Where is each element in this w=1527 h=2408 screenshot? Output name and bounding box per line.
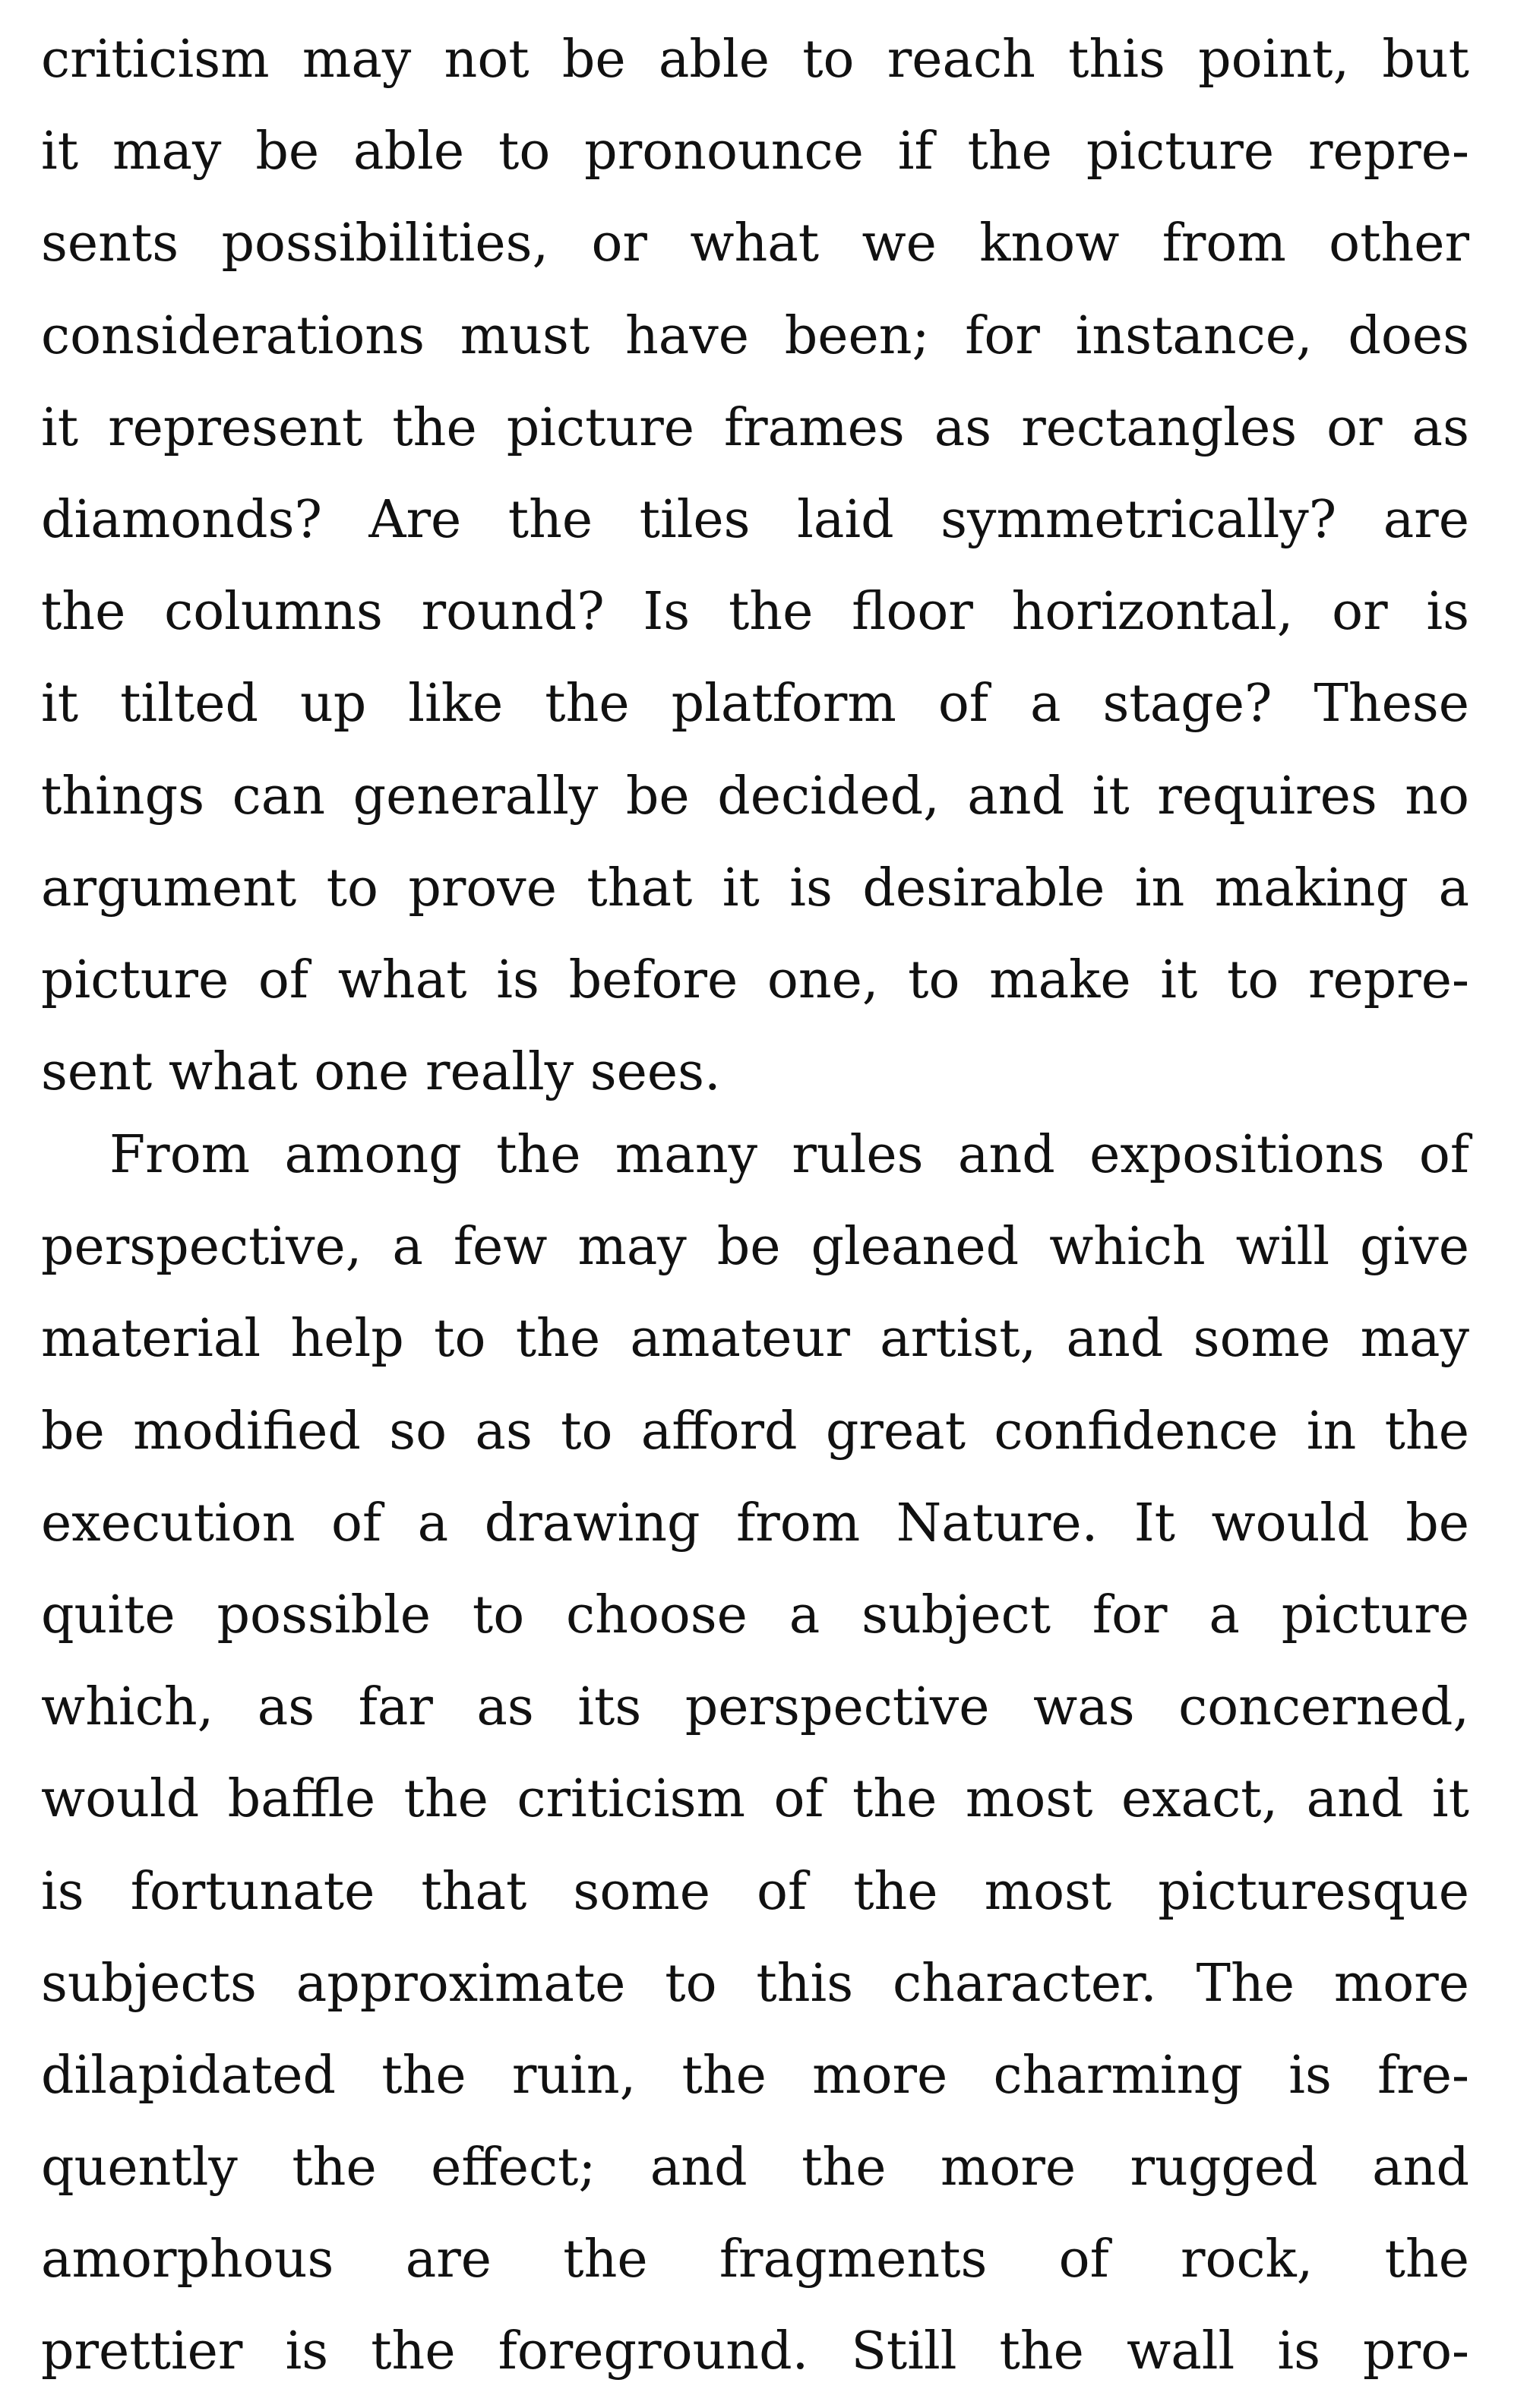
text-line: it represent the picture frames as rectangles or as xyxy=(41,397,1469,458)
text-line: it may be able to pronounce if the picture repre- xyxy=(41,122,1469,182)
text-line: would baffle the criticism of the most exact, and it xyxy=(41,1769,1469,1830)
text-line: criticism may not be able to reach this point, but xyxy=(41,30,1469,90)
text-line: execution of a drawing from Nature. It would be xyxy=(41,1493,1469,1553)
text-line: things can generally be decided, and it requires no xyxy=(41,766,1469,826)
text-line: prettier is the foreground. Still the wall is pro- xyxy=(41,2321,1469,2382)
text-line: diamonds? Are the tiles laid symmetrically? are xyxy=(41,489,1469,550)
text-line: amorphous are the fragments of rock, the xyxy=(41,2229,1469,2290)
text-line: dilapidated the ruin, the more charming is fre- xyxy=(41,2045,1469,2106)
text-line: be modified so as to afford great confidence in the xyxy=(41,1401,1469,1462)
text-line: material help to the amateur artist, and some may xyxy=(41,1309,1469,1370)
text-line: considerations must have been; for instance, does xyxy=(41,305,1469,366)
text-line: picture of what is before one, to make it to repre- xyxy=(41,950,1469,1010)
text-line: it tilted up like the platform of a stage? These xyxy=(41,674,1469,735)
text-line: From among the many rules and expositions of xyxy=(109,1125,1469,1185)
text-line: subjects approximate to this character. The more xyxy=(41,1953,1469,2014)
text-line: quently the effect; and the more rugged and xyxy=(41,2138,1469,2198)
text-line: argument to prove that it is desirable in making a xyxy=(41,858,1469,918)
text-line: sents possibilities, or what we know from other xyxy=(41,213,1469,274)
text-line: which, as far as its perspective was concerned, xyxy=(41,1677,1469,1738)
text-line: the columns round? Is the floor horizontal, or is xyxy=(41,582,1469,643)
text-line: sent what one really sees. xyxy=(41,1042,721,1103)
text-line: perspective, a few may be gleaned which will give xyxy=(41,1217,1469,1278)
paragraph xyxy=(41,14,1469,1118)
text-line: is fortunate that some of the most picturesque xyxy=(41,1861,1469,1922)
paragraph xyxy=(41,1109,1469,2398)
text-line: quite possible to choose a subject for a picture xyxy=(41,1585,1469,1645)
